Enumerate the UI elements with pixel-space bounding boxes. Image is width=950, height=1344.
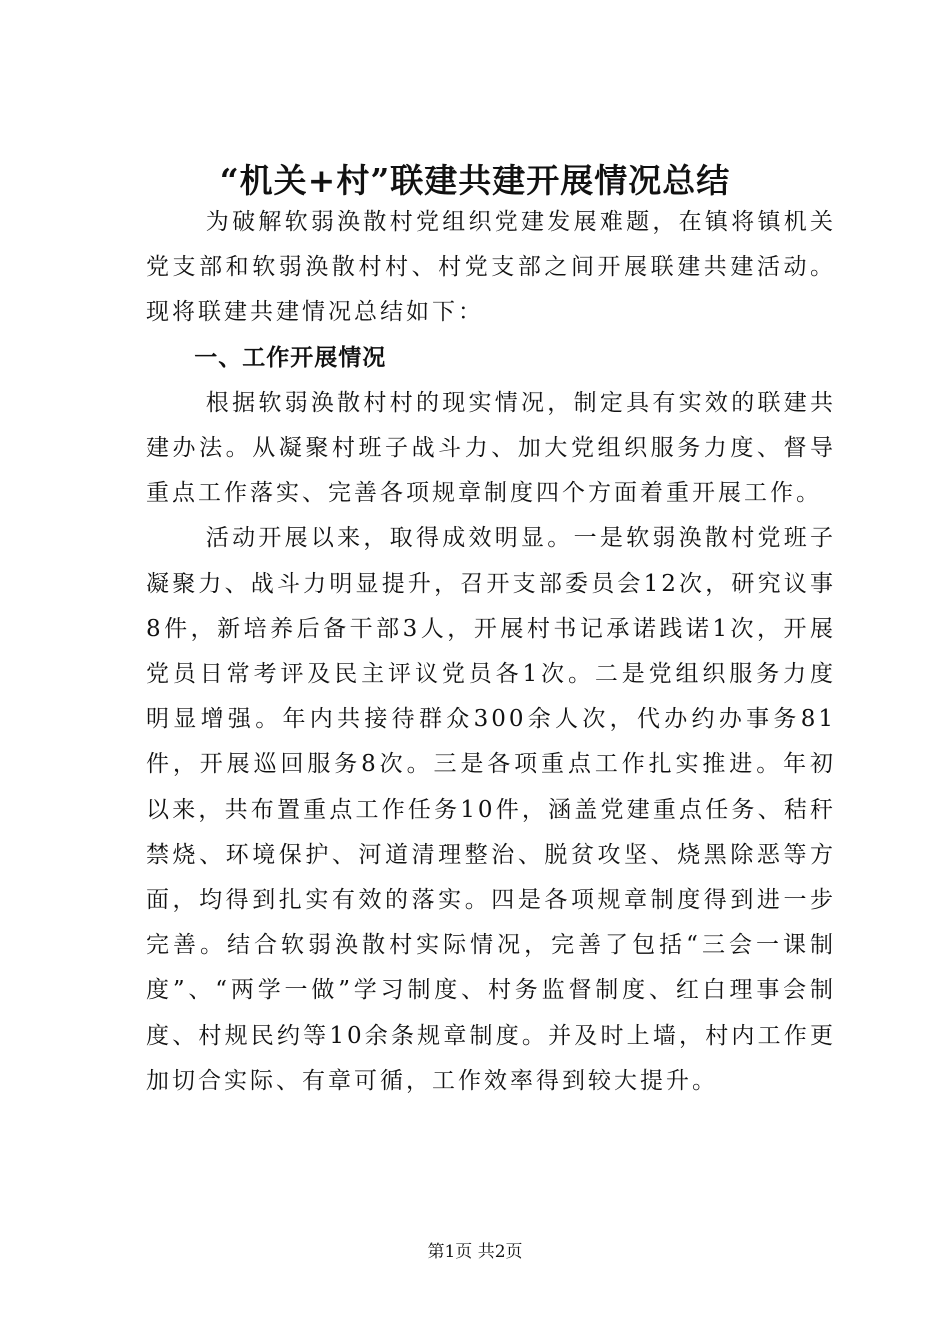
body-paragraph-2: 活动开展以来，取得成效明显。一是软弱涣散村党班子凝聚力、战斗力明显提升，召开支部委员会12次，研究议事8件，新培养后备干部3人，开展村书记承诺践诺1次，开展党员日常考评及民主评议党员各1次。二是党组织服务力度明显增强。年内共接待群众300余人次，代办约办事务81件，开展巡回服务8次。三是各项重点工作扎实推进。年初以来，共布置重点工作任务10件，涵盖党建重点任务、秸秆禁烧、环境保护、河道清理整治、脱贫攻坚、烧黑除恶等方面，均得到扎实有效的落实。四是各项规章制度得到进一步完善。结合软弱涣散村实际情况，完善了包括“三会一课制度”、“两学一做”学习制度、村务监督制度、红白理事会制度、村规民约等10余条规章制度。并及时上墙，村内工作更加切合实际、有章可循，工作效率得到较大提升。 [146,525,836,1094]
intro-paragraph: 为破解软弱涣散村党组织党建发展难题，在镇将镇机关党支部和软弱涣散村村、村党支部之间开展联建共建活动。现将联建共建情况总结如下： [146,209,836,326]
document-body [146,200,836,1104]
body-paragraph-1: 根据软弱涣散村村的现实情况，制定具有实效的联建共建办法。从凝聚村班子战斗力、加大党组织服务力度、督导重点工作落实、完善各项规章制度四个方面着重开展工作。 [146,389,836,507]
page-footer: 第1页 共2页 [427,1242,523,1262]
document-title: “机关+村”联建共建开展情况总结 [219,161,731,201]
section-heading: 一、工作开展情况 [194,344,387,371]
